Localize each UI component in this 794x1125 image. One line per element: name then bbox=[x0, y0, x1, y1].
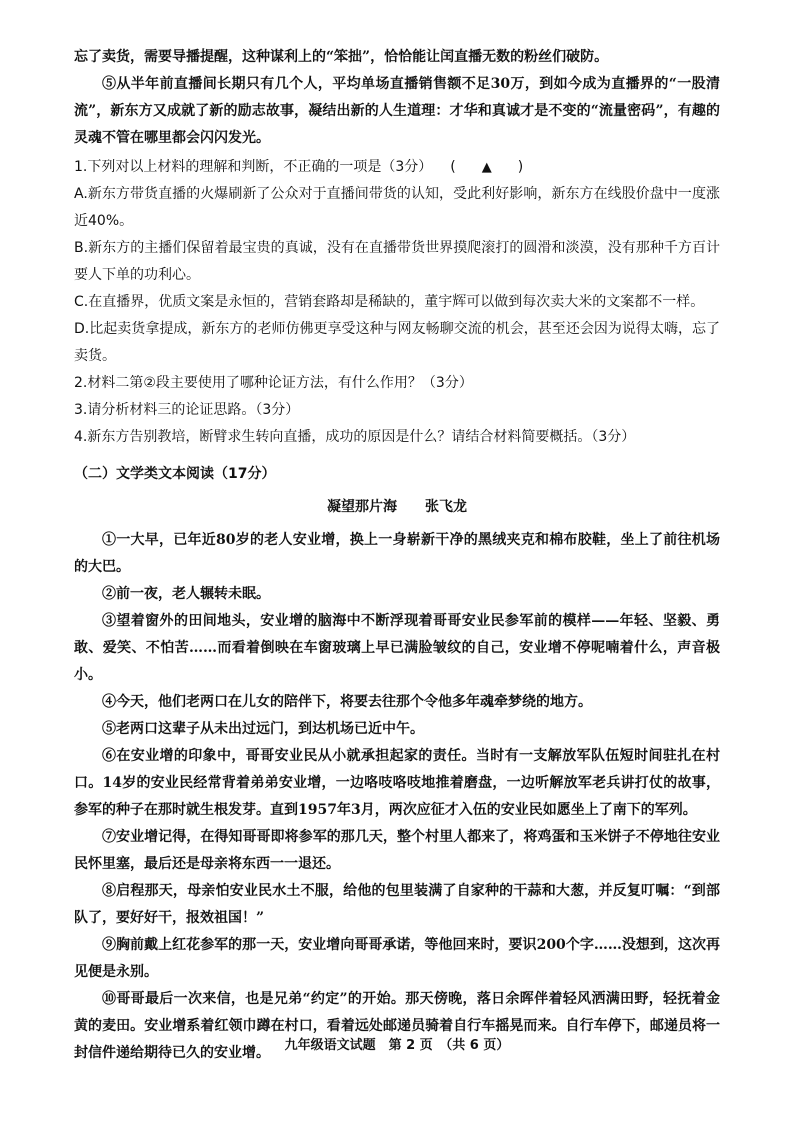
material-paragraph-continued: 忘了卖货，需要导播提醒，这种谋利上的“笨拙”，恰恰能让闰直播无数的粉丝们破防。 bbox=[74, 49, 609, 65]
article-title: 凝望那片海 bbox=[327, 499, 397, 515]
answer-blank[interactable] bbox=[450, 154, 523, 181]
page-content bbox=[74, 44, 720, 1067]
article-paragraph-10: ⑩哥哥最后一次来信，也是兄弟“约定”的开始。那天傍晚，落日余晖伴着轻风洒满田野，轻抚着金黄的麦田。安业增系着红领巾蹲在村口，看着远处邮递员骑着自行车摇晃而来。自行车停下，邮递员将一封信件递给期待已久的安业增。 bbox=[74, 991, 720, 1061]
article-paragraph-3: ③望着窗外的田间地头，安业增的脑海中不断浮现着哥哥安业民参军前的模样——年轻、坚毅、勇敢、爱笑、不怕苦……而看着倒映在车窗玻璃上早已满脸皱纹的自己，安业增不停呢喃着什么，声音极小。 bbox=[74, 613, 720, 683]
option-d: D.比起卖货拿提成，新东方的老师仿佛更享受这种与网友畅聊交流的机会，甚至还会因为说得太嗨，忘了卖货。 bbox=[74, 321, 720, 364]
article-paragraph-7: ⑦安业增记得，在得知哥哥即将参军的那几天，整个村里人都来了，将鸡蛋和玉米饼子不停地往安业民怀里塞，最后还是母亲将东西一一退还。 bbox=[74, 829, 720, 872]
article-paragraph-2: ②前一夜，老人辗转未眠。 bbox=[102, 586, 270, 602]
article-paragraph-8: ⑧启程那天，母亲怕安业民水土不服，给他的包里装满了自家种的干蒜和大葱，并反复叮嘱：“到部队了，要好好干，报效祖国！” bbox=[74, 883, 720, 926]
article-title-row bbox=[74, 494, 720, 521]
article-paragraph-1: ①一大早，已年近80岁的老人安业增，换上一身崭新干净的黑绒夹克和棉布胶鞋，坐上了前往机场的大巴。 bbox=[74, 532, 720, 575]
section-heading: （二）文学类文本阅读（17分） bbox=[74, 466, 276, 482]
blank-open-paren: ( bbox=[450, 159, 456, 175]
article-author: 张飞龙 bbox=[425, 499, 467, 515]
option-a: A.新东方带货直播的火爆刷新了公众对于直播间带货的认知，受此利好影响，新东方在线股价盘中一度涨近40%。 bbox=[74, 186, 720, 229]
article-paragraph-5: ⑤老两口这辈子从未出过远门，到达机场已近中午。 bbox=[102, 721, 424, 737]
article-paragraph-9: ⑨胸前戴上红花参军的那一天，安业增向哥哥承诺，等他回来时，要识200个字……没想到，这次再见便是永别。 bbox=[74, 937, 720, 980]
question-2: 2.材料二第②段主要使用了哪种论证方法，有什么作用？（3分） bbox=[74, 375, 473, 391]
question-4: 4.新东方告别教培，断臂求生转向直播，成功的原因是什么？请结合材料简要概括。（3分） bbox=[74, 429, 636, 445]
option-c: C.在直播界，优质文案是永恒的，营销套路却是稀缺的，董宇辉可以做到每次卖大米的文案都不一样。 bbox=[74, 294, 705, 310]
page-footer: 九年级语文试题 第 2 页 （共 6 页） bbox=[284, 1038, 510, 1053]
article-paragraph-4: ④今天，他们老两口在儿女的陪伴下，将要去往那个令他多年魂牵梦绕的地方。 bbox=[102, 694, 592, 710]
question-3: 3.请分析材料三的论证思路。（3分） bbox=[74, 402, 300, 418]
triangle-icon: ▲ bbox=[481, 160, 492, 175]
blank-close-paren: ) bbox=[517, 159, 524, 175]
question-1-stem bbox=[74, 154, 720, 181]
option-b: B.新东方的主播们保留着最宝贵的真诚，没有在直播带货世界摸爬滚打的圆滑和淡漠，没有那种千方百计要人下单的功利心。 bbox=[74, 240, 720, 283]
material-paragraph-5: ⑤从半年前直播间长期只有几个人，平均单场直播销售额不足30万，到如今成为直播界的“一股清流”，新东方又成就了新的励志故事，凝结出新的人生道理：才华和真诚才是不变的“流量密码”，有趣的灵魂不管在哪里都会闪闪发光。 bbox=[74, 76, 720, 146]
question-1-text: 1.下列对以上材料的理解和判断，不正确的一项是（3分） bbox=[74, 159, 433, 175]
article-paragraph-6: ⑥在安业增的印象中，哥哥安业民从小就承担起家的责任。当时有一支解放军队伍短时间驻扎在村口。14岁的安业民经常背着弟弟安业增，一边咯吱咯吱地推着磨盘，一边听解放军老兵讲打仗的故事，参军的种子在那时就生根发芽。直到1957年3月，两次应征才入伍的安业民如愿坐上了南下的军列。 bbox=[74, 748, 720, 818]
